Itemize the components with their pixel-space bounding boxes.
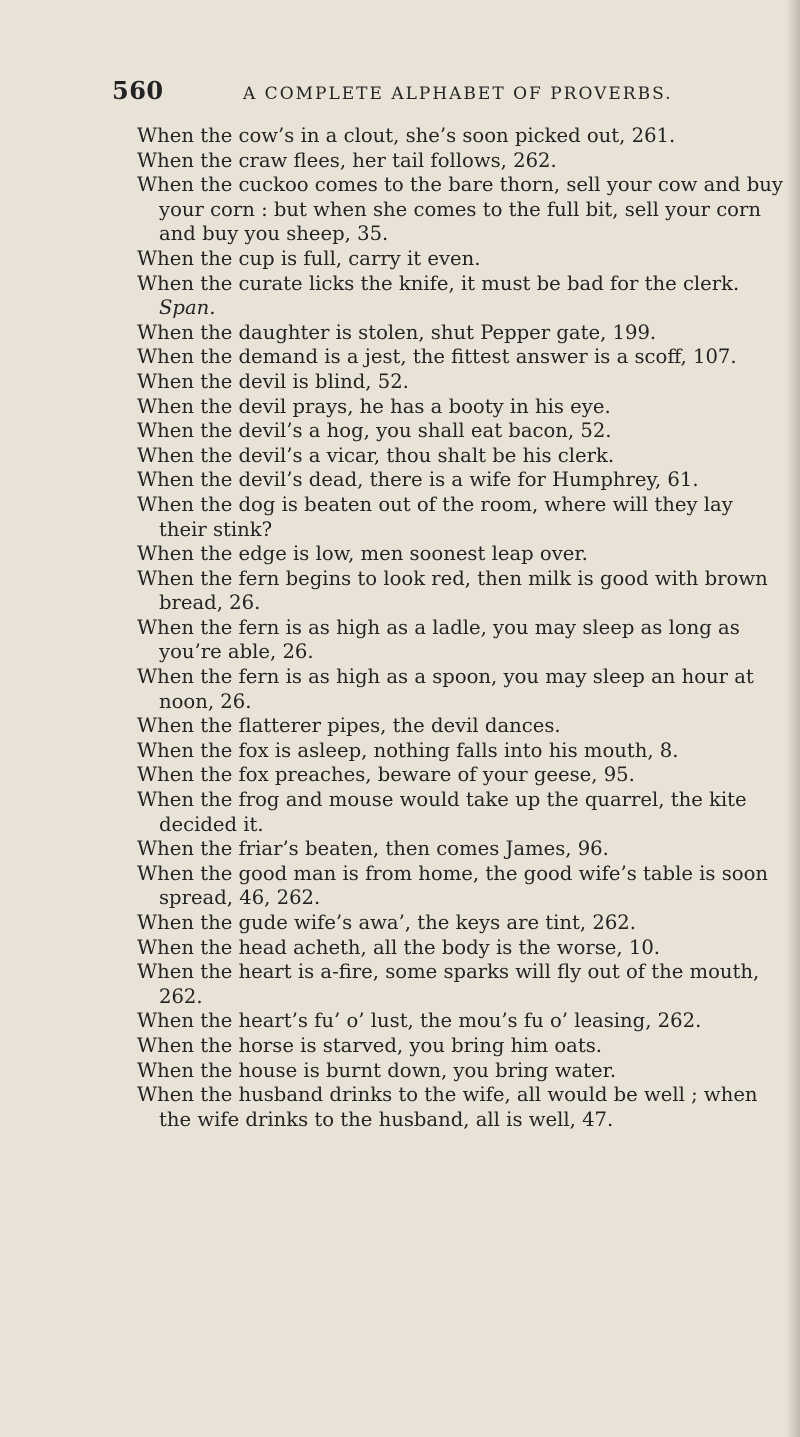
page-header [112, 76, 792, 116]
proverb-text: When the flatterer pipes, the devil dances. [137, 714, 561, 738]
proverb-text: When the craw flees, her tail follows, 262. [137, 148, 557, 172]
page-number: 560 [112, 76, 164, 105]
proverb-text: When the devil’s dead, there is a wife for Humphrey, 61. [137, 468, 699, 492]
proverb-text: When the devil’s a hog, you shall eat bacon, 52. [137, 419, 612, 443]
proverb-entry [137, 788, 785, 837]
proverb-text: When the heart’s fu’ o’ lust, the mou’s fu o’ leasing, 262. [137, 1009, 702, 1033]
proverb-entry [137, 370, 785, 395]
page-edge-shadow [786, 0, 800, 1437]
running-title: A COMPLETE ALPHABET OF PROVERBS. [243, 84, 673, 104]
proverb-text: When the cow’s in a clout, she’s soon picked out, 261. [137, 124, 676, 147]
proverb-entry [137, 124, 785, 149]
proverb-text: When the head acheth, all the body is the worse, 10. [137, 935, 661, 959]
proverb-entry [137, 763, 785, 788]
proverb-entry [137, 862, 785, 911]
proverb-entry [137, 321, 785, 346]
proverb-text: When the fern begins to look red, then milk is good with brown bread, 26. [137, 566, 768, 615]
proverb-list [137, 124, 785, 1132]
proverb-text: When the devil is blind, 52. [137, 369, 409, 393]
proverb-entry [137, 936, 785, 961]
proverb-text: When the house is burnt down, you bring water. [137, 1058, 617, 1082]
proverb-text: When the good man is from home, the good wife’s table is soon spread, 46, 262. [137, 861, 768, 910]
proverb-entry [137, 1059, 785, 1084]
proverb-text: When the dog is beaten out of the room, where will they lay their stink? [137, 492, 733, 541]
proverb-entry [137, 444, 785, 469]
proverb-source-note: Span. [159, 296, 216, 320]
proverb-entry [137, 567, 785, 616]
proverb-entry [137, 173, 785, 247]
proverb-text: When the devil prays, he has a booty in his eye. [137, 394, 611, 418]
proverb-text: When the daughter is stolen, shut Pepper gate, 199. [137, 320, 657, 344]
proverb-text: When the edge is low, men soonest leap over. [137, 542, 588, 566]
proverb-text: When the demand is a jest, the fittest answer is a scoff, 107. [137, 345, 737, 369]
proverb-text: When the frog and mouse would take up the quarrel, the kite decided it. [137, 788, 747, 836]
proverb-entry [137, 419, 785, 444]
proverb-text: When the fern is as high as a ladle, you may sleep as long as you’re able, 26. [137, 615, 740, 664]
proverb-entry [137, 468, 785, 493]
proverb-entry [137, 665, 785, 714]
proverb-entry [137, 837, 785, 862]
proverb-text: When the cuckoo comes to the bare thorn, sell your cow and buy your corn : but when she comes to the full bit, sell your corn and buy you sheep, 35. [137, 173, 783, 246]
proverb-text: When the fern is as high as a spoon, you may sleep an hour at noon, 26. [137, 665, 754, 713]
proverb-entry [137, 149, 785, 174]
proverb-text: When the cup is full, carry it even. [137, 246, 481, 270]
proverb-text: When the gude wife’s awa’, the keys are tint, 262. [137, 911, 636, 934]
proverb-entry [137, 1034, 785, 1059]
proverb-entry [137, 345, 785, 370]
proverb-text: When the devil’s a vicar, thou shalt be his clerk. [137, 443, 615, 467]
proverb-entry [137, 395, 785, 420]
proverb-text: When the curate licks the knife, it must be bad for the clerk. [137, 271, 740, 295]
proverb-entry [137, 960, 785, 1009]
proverb-text: When the heart is a-fire, some sparks will fly out of the mouth, 262. [137, 960, 760, 1008]
proverb-entry [137, 739, 785, 764]
proverb-text: When the fox preaches, beware of your geese, 95. [137, 763, 635, 787]
proverb-text: When the fox is asleep, nothing falls into his mouth, 8. [137, 738, 679, 762]
proverb-entry [137, 272, 785, 321]
proverb-text: When the horse is starved, you bring him oats. [137, 1033, 602, 1057]
proverb-entry [137, 247, 785, 272]
proverb-entry [137, 1083, 785, 1132]
proverb-entry [137, 542, 785, 567]
proverb-entry [137, 714, 785, 739]
proverb-entry [137, 911, 785, 936]
proverb-text: When the friar’s beaten, then comes James, 96. [137, 837, 609, 861]
proverb-entry [137, 616, 785, 665]
proverb-entry [137, 493, 785, 542]
proverb-text: When the husband drinks to the wife, all would be well ; when the wife drinks to the husband, all is well, 47. [137, 1083, 758, 1131]
proverb-entry [137, 1009, 785, 1034]
